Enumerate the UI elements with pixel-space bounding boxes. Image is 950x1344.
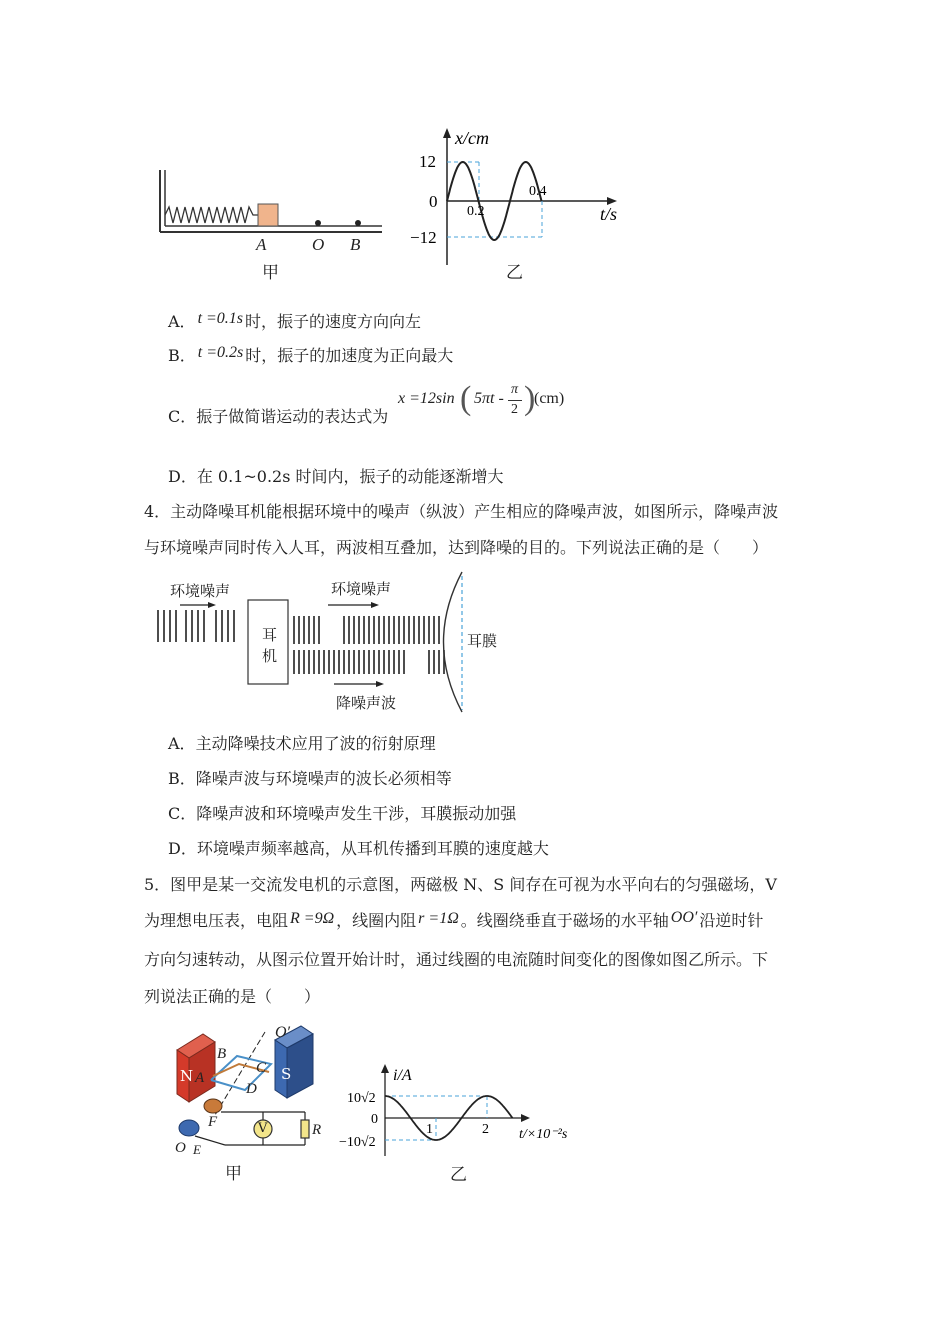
noise-lines-top [294, 616, 439, 644]
option-prefix: C． [168, 804, 197, 823]
it-ytick-zero: 0 [371, 1112, 378, 1127]
y-axis-arrow [381, 1064, 389, 1073]
gen-label-a: A [195, 1070, 205, 1086]
q5-line-2 [144, 910, 763, 933]
caption-yi-1: 乙 [506, 263, 523, 283]
option-text: 时，振子的速度方向向左 [245, 312, 422, 331]
eardrum-label: 耳膜 [467, 632, 498, 650]
formula-denominator: 2 [511, 402, 518, 417]
it-ytick-bottom: −10√2 [339, 1135, 376, 1150]
option-text: 振子做简谐运动的表达式为 [196, 407, 389, 426]
caption-jia-2: 甲 [225, 1164, 242, 1184]
xt-xtick-0.2: 0.2 [467, 204, 485, 219]
q5-text-c: 。线圈绕垂直于磁场的水平轴 [460, 911, 669, 930]
option-prefix: B． [168, 346, 196, 365]
q4-stem-line-2: 与环境噪声同时传入人耳，两波相互叠加，达到降噪的目的。下列说法正确的是（ ） [144, 538, 769, 557]
option-text: 环境噪声频率越高，从耳机传播到耳膜的速度越大 [196, 839, 549, 858]
formula-unit: (cm) [534, 390, 565, 407]
spring [165, 207, 258, 223]
label-a: A [256, 235, 267, 254]
q5-math-r-small: r =1Ω [418, 910, 459, 927]
q3-option-b [168, 345, 453, 368]
caption-yi-2: 乙 [450, 1165, 467, 1185]
q5-line-4: 列说法正确的是（ ） [144, 987, 321, 1006]
gen-label-o: O [175, 1140, 186, 1156]
formula-lhs: x =12sin [398, 390, 455, 407]
figure-it-graph [335, 1060, 585, 1160]
option-text: 时，振子的加速度为正向最大 [245, 346, 454, 365]
q3-option-a [168, 311, 421, 334]
q3-option-c [168, 406, 388, 428]
q4-option-c [168, 803, 516, 825]
gen-label-c: C [256, 1060, 267, 1076]
gen-label-b: B [217, 1046, 227, 1062]
it-ytick-top: 10√2 [347, 1091, 376, 1106]
x-axis-arrow [521, 1114, 530, 1122]
it-y-label: i/A [393, 1067, 412, 1084]
gen-label-f: F [208, 1114, 218, 1130]
gen-label-o-prime: O′ [275, 1024, 291, 1041]
gen-label-r: R [312, 1122, 322, 1138]
gen-label-d: D [246, 1081, 257, 1097]
label-cancel-wave: 降噪声波 [336, 694, 397, 712]
label-noise-right: 环境噪声 [331, 580, 392, 598]
slip-ring-e [179, 1120, 199, 1136]
gen-label-v: V [258, 1121, 268, 1136]
q3-formula: x =12sin ( 5πt - π 2 ) (cm) [398, 380, 565, 417]
xt-ytick-12: 12 [419, 152, 436, 171]
xt-xtick-0.4: 0.4 [529, 184, 547, 199]
y-axis-arrow [443, 128, 451, 138]
option-prefix: B． [168, 769, 196, 788]
option-math: t =0.2s [197, 344, 244, 361]
cancel-lines-bottom [294, 650, 444, 674]
xt-x-label: t/s [600, 204, 618, 224]
option-prefix: C． [168, 407, 197, 426]
q5-text-d: 沿逆时针 [699, 911, 764, 930]
option-math: t =0.1s [197, 310, 244, 327]
option-prefix: A． [168, 312, 196, 331]
block [258, 204, 278, 226]
earphone-label-2: 机 [262, 647, 278, 665]
q5-math-axis: OO′ [670, 909, 698, 926]
label-b: B [350, 235, 361, 254]
it-xtick-2: 2 [482, 1122, 489, 1137]
option-text: 降噪声波和环境噪声发生干涉，耳膜振动加强 [196, 804, 517, 823]
option-prefix: D． [168, 467, 197, 486]
q4-option-a [168, 733, 436, 755]
label-noise-left: 环境噪声 [170, 582, 231, 600]
resistor-box [301, 1120, 309, 1138]
xt-ytick-0: 0 [429, 192, 438, 211]
q3-option-d [168, 466, 504, 488]
gen-label-s: S [281, 1065, 292, 1083]
noise-lines-left [158, 610, 234, 642]
option-prefix: A． [168, 734, 196, 753]
q5-text-a: 为理想电压表，电阻 [144, 911, 289, 930]
q5-line-1: 5．图甲是某一交流发电机的示意图，两磁极 N、S 间存在可视为水平向右的匀强磁场，V [144, 875, 777, 894]
option-prefix: D． [168, 839, 197, 858]
it-x-label: t/×10⁻²s [519, 1127, 568, 1142]
it-graph-svg [335, 1060, 585, 1160]
xt-y-label: x/cm [455, 128, 489, 148]
point-o-dot [315, 220, 321, 226]
option-text: 主动降噪技术应用了波的衍射原理 [195, 734, 436, 753]
gen-label-n: N [180, 1067, 194, 1085]
q5-math-r-big: R =9Ω [290, 910, 335, 927]
q4-stem-line-1: 4．主动降噪耳机能根据环境中的噪声（纵波）产生相应的降噪声波，如图所示，降噪声波 [144, 502, 779, 521]
option-text: 在 0.1~0.2s 时间内，振子的动能逐渐增大 [196, 467, 504, 486]
xt-ytick-neg12: −12 [410, 228, 437, 247]
q4-option-d [168, 838, 549, 860]
option-text: 降噪声波与环境噪声的波长必须相等 [195, 769, 452, 788]
caption-jia-1: 甲 [262, 263, 279, 283]
eardrum-curve [444, 572, 463, 712]
gen-label-e: E [193, 1142, 201, 1157]
q5-line-3: 方向匀速转动，从图示位置开始计时，通过线圈的电流随时间变化的图像如图乙所示。下 [144, 950, 769, 969]
formula-numerator: π [511, 382, 519, 397]
q5-text-b: ，线圈内阻 [336, 911, 417, 930]
point-b-dot [355, 220, 361, 226]
it-xtick-1: 1 [426, 1122, 433, 1137]
earphone-label-1: 耳 [262, 626, 278, 644]
q4-option-b [168, 768, 452, 790]
formula-arg: 5πt - [474, 390, 504, 407]
label-o: O [312, 235, 325, 254]
